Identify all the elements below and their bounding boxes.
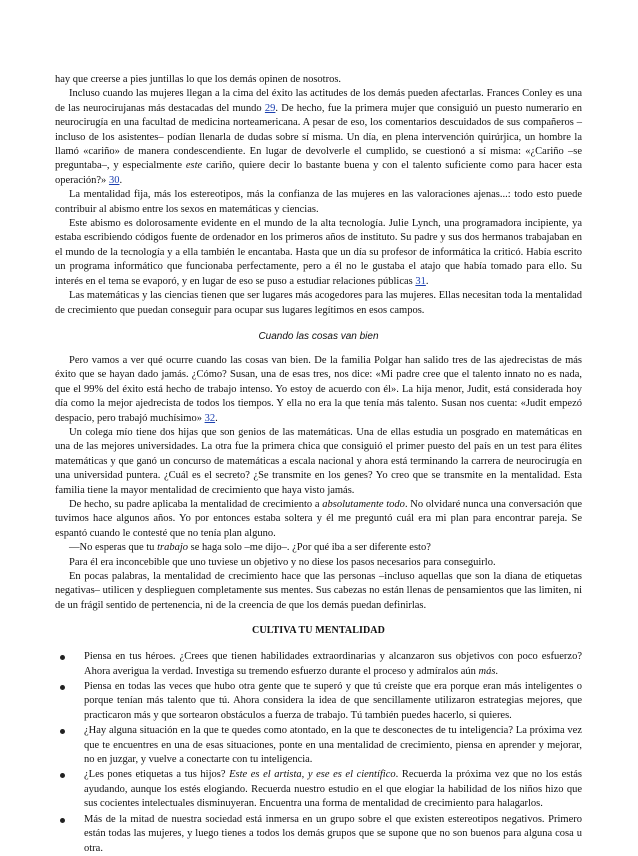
bullet-icon [60,773,65,778]
paragraph-6 [55,354,582,426]
paragraph-2-text-c: cariño, quiere decir lo bastante buena y con el talento suficiente como para hacer esta operación?» [55,160,582,186]
list-item-emphasis: Este es el artista, y ese es el científico [229,769,396,781]
paragraph-6-text-a: Pero vamos a ver qué ocurre cuando las cosas van bien. De la familia Polgar han salido tres de las ajedrecistas de más éxito que se hayan dado jamás. ¿Cómo? Susan, una de esas tres, nos dice: «Mi padre cree que el talento innato no es nada, que el 99% del éxito está hecho de trabajo intenso. Yo estoy de acuerdo con él». La hija menor, Judit, está considerada hoy día como la mejor ajedrecista de todos los tiempos. Y ella no era la que tenía más talento. Susan nos cuenta: «Judit empezó despacio, pero trabajó muchísimo» [55,354,582,424]
list-item [55,813,582,856]
paragraph-7: Un colega mío tiene dos hijas que son genios de las matemáticas. Una de ellas estudia un posgrado en matemáticas en una de las mejores universidades. La otra fue la primera chica que consiguió el primer puesto del país en un test para élites matemáticas y que ganó un concurso de matemáticas a escala nacional y ahora está terminando la carrera de neurocirugía en una universidad puntera. ¿Cuál es el secreto? ¿Se transmite en los genes? Yo creo que se transmite en la mentalidad. Esta familia tiene la mayor mentalidad de crecimiento que haya visto jamás. [55,426,582,496]
paragraph-2-emphasis: este [185,160,203,172]
paragraph-8-text-a: De hecho, su padre aplicaba la mentalidad de crecimiento a [69,498,323,510]
footnote-link-32[interactable]: 32 [204,412,216,424]
paragraph-2-text-d: . [119,174,123,186]
bullet-icon [60,729,65,734]
list-item-text: Piensa en todas las veces que hubo otra gente que te superó y que tú creíste que era porque eran más inteligentes o porque tenían más talento que tú. Ahora considera la idea de que sencillamente utilizaron estrategias mejores, que practicaron más y que sortearon obstáculos a fuerza de trabajo. Tú también puedes hacerlo, si quieres. [84,681,582,721]
list-item-text: Más de la mitad de nuestra sociedad está inmersa en un grupo sobre el que existen estereotipos negativos. Primero están todas las mujeres, y luego tienes a todos los demás grupos que se supone que no son buenos para alguna cosa u otra. [84,813,582,854]
paragraph-8-emphasis: absolutamente todo [322,498,405,510]
paragraph-4 [55,217,582,289]
list-item [55,768,582,811]
paragraph-2-text-b: . De hecho, fue la primera mujer que consiguió un puesto numerario en neurocirugía en una facultad de medicina norteamericana. A pesar de eso, los comentarios descuidados de sus compañeros –incluso de los asistentes– podían llenarla de dudas sobre sí misma. Un día, en plena intervención quirúrjica, un hombre la llamó «cariño» de manera condescendiente. En lugar de devolverle el cumplido, se cuestionó a sí misma: «¿Cariño –se preguntaba–, y especialmente [55,102,582,172]
paragraph-2-text-a: Incluso cuando las mujeres llegan a la cima del éxito las actitudes de los demás pueden afectarlas. Frances Conley es una de las neurocirujanas más destacadas del mundo [55,88,582,114]
paragraph-4-text-b: . [425,275,429,287]
list-item-emphasis: más [478,665,496,677]
footnote-link-29[interactable]: 29 [264,102,276,114]
bullet-icon [60,818,65,823]
paragraph-2 [55,87,582,188]
list-item-text-a: Piensa en tus héroes. ¿Crees que tienen habilidades extraordinarias y alcanzaron sus objetivos con poco esfuerzo? Ahora averigua la verdad. Investiga su tremendo esfuerzo durante el proceso y admíralos aún [84,651,582,677]
list-item-text: ¿Hay alguna situación en la que te quedes como atontado, en la que te desconectes de tu inteligencia? La próxima vez que te encuentres en una de esas situaciones, ponte en una mentalidad de crecimiento, piensa en aprender y mejorar, no en juzgar, y vuelve a conectarte con tu inteligencia. [84,725,582,766]
paragraph-1: hay que creerse a pies juntillas lo que los demás opinen de nosotros. [55,74,342,85]
paragraph-8 [55,498,582,541]
paragraph-4-text-a: Este abismo es dolorosamente evidente en el mundo de la alta tecnología. Julie Lynch, una programadora incipiente, ya estaba escribiendo códigos fuente de ordenador en los primeros años de instituto. Su padre y sus dos hermanos trabajaban en el mundo de la tecnología y a ella también le encantaba. Hasta que un día su profesor de informática la criticó. Había escrito un programa informático que funcionaba perfectamente, pero a él no le gustaba el atajo que había tomado para ello. Su interés en el tema se evaporó, y en lugar de eso se puso a estudiar relaciones públicas [55,218,582,287]
paragraph-9-emphasis: trabajo [157,542,188,554]
box-heading: CULTIVA TU MENTALIDAD [252,625,385,637]
paragraph-6-text-b: . [215,412,218,424]
list-item-text-a: ¿Les pones etiquetas a tus hijos? [84,769,230,781]
paragraph-8-text-b: . No olvidaré nunca una conversación que tuvimos hace algunos años. Yo por entonces estaba soltera y él me preguntó cuál era mi plan para encontrar pareja. Se espantó cuando le contesté que no tenía plan alguno. [55,498,582,539]
paragraph-9-text-b: se haga solo –me dijo–. ¿Por qué iba a ser diferente esto? [187,542,431,554]
list-item-text-b: . Recuerda la próxima vez que no los estás ayudando, aunque los estés elogiando. Recuerda nuestro estudio en el que elogiar la habilidad de los niños hizo que sus cocientes intelectuales disminuyeran. Encuentra una forma de mentalidad de crecimiento para halagarlos. [84,769,582,810]
list-item [55,680,582,723]
bullet-icon [60,685,65,690]
list-item-text-b: . [495,665,499,677]
footnote-link-31[interactable]: 31 [415,275,426,287]
tips-list [55,650,582,856]
paragraph-9-text-a: —No esperas que tu [69,542,158,554]
paragraph-9-dialogue [55,541,582,555]
list-item [55,650,582,679]
paragraph-5: Las matemáticas y las ciencias tienen que ser lugares más acogedores para las mujeres. Ellas necesitan toda la mentalidad de crecimiento que puedan conseguir para ocupar sus lugares legítimos en esos campos. [55,290,582,316]
list-item [55,724,582,767]
section-heading: Cuando las cosas van bien [258,330,379,342]
paragraph-3: La mentalidad fija, más los estereotipos, más la confianza de las mujeres en las valoraciones ajenas...: todo esto puede contribuir al abismo entre los sexos en matemáticas y ciencias. [55,189,582,215]
paragraph-10: Para él era inconcebible que uno tuviese un objetivo y no diese los pasos necesarios para conseguirlo. [69,556,496,568]
footnote-link-30[interactable]: 30 [108,174,120,186]
paragraph-11: En pocas palabras, la mentalidad de crecimiento hace que las personas –incluso aquellas que son la diana de etiquetas negativas– utilicen y desplieguen completamente sus mentes. Sus cabezas no están llenas de pensamientos que las limiten, ni de un frágil sentido de pertenencia, ni de la creencia de que los demás puedan definirlas. [55,571,582,611]
bullet-icon [60,655,65,660]
